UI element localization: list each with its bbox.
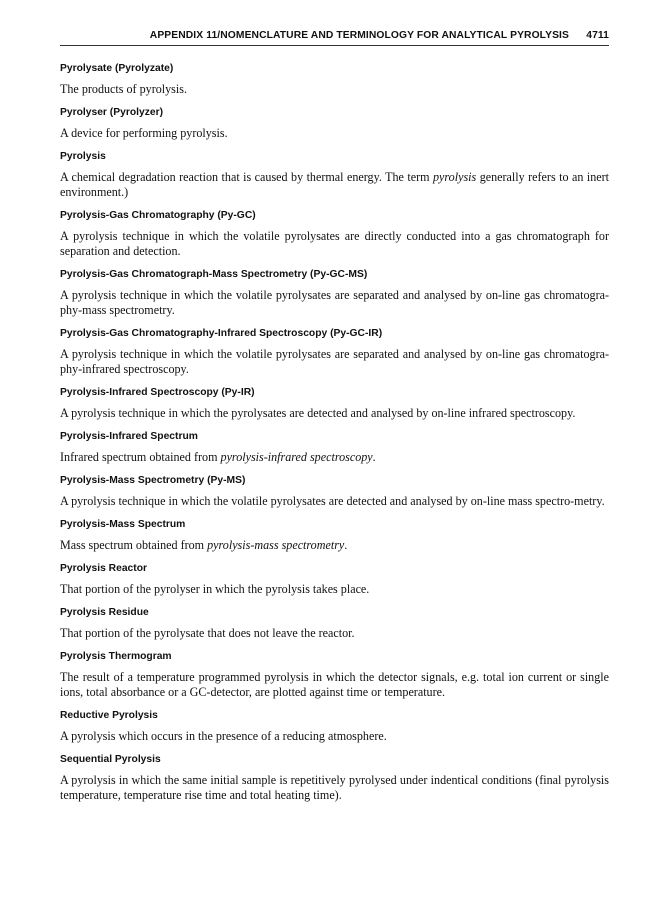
entry-definition: A device for performing pyrolysis. <box>60 126 228 140</box>
entry-definition: The result of a temperature programmed pyrolysis in which the detector signals, e.g. total ion current or single ions, total absorbance or a GC-detector, are plotted against time or temperature. <box>60 670 609 699</box>
definition-text: generally refers to an inert environment.) <box>60 170 610 199</box>
glossary-entry <box>60 268 609 318</box>
header-rule <box>60 45 609 46</box>
entry-definition <box>60 450 609 465</box>
entry-definition: A pyrolysis technique in which the volatile pyrolysates are directly conducted into a gas chromatograph for separation and detection. <box>60 229 609 258</box>
entry-term: Pyrolysis-Mass Spectrum <box>60 519 186 530</box>
glossary-entry <box>60 518 609 553</box>
glossary-entry <box>60 62 609 97</box>
definition-italic-term: pyrolysis <box>433 170 477 184</box>
glossary-entry <box>60 606 609 641</box>
entry-term: Reductive Pyrolysis <box>60 710 158 721</box>
glossary-entry <box>60 430 609 465</box>
definition-text: Infrared spectrum obtained from <box>60 450 221 464</box>
definition-text: . <box>344 538 348 552</box>
entry-term: Pyrolysis-Mass Spectrometry (Py-MS) <box>60 475 246 486</box>
entry-definition <box>60 538 609 553</box>
entry-definition: That portion of the pyrolysate that does not leave the reactor. <box>60 626 355 640</box>
entry-definition <box>60 170 609 200</box>
glossary-entry <box>60 209 609 259</box>
entry-definition: A pyrolysis technique in which the volatile pyrolysates are separated and analysed by on-line gas chromatogra-phy-mass spectrometry. <box>60 288 609 317</box>
entry-term: Pyrolyser (Pyrolyzer) <box>60 107 164 118</box>
page-number: 4711 <box>586 30 609 41</box>
glossary-entry <box>60 562 609 597</box>
definition-text: . <box>372 450 376 464</box>
entry-term: Pyrolysis <box>60 151 106 162</box>
entry-definition: A pyrolysis technique in which the volatile pyrolysates are separated and analysed by on-line gas chromatogra-phy-infrared spectroscopy. <box>60 347 609 376</box>
glossary-entries <box>60 62 609 812</box>
entry-term: Pyrolysis-Gas Chromatography (Py-GC) <box>60 210 256 221</box>
definition-italic-term: pyrolysis-mass spectrometry <box>207 538 345 552</box>
entry-term: Pyrolysis Thermogram <box>60 651 172 662</box>
glossary-entry <box>60 474 609 509</box>
entry-term: Pyrolysis-Infrared Spectrum <box>60 431 198 442</box>
entry-term: Pyrolysis Reactor <box>60 563 147 574</box>
definition-text: A chemical degradation reaction that is caused by thermal energy. The term <box>60 170 433 184</box>
entry-definition: A pyrolysis technique in which the pyrolysates are detected and analysed by on-line infrared spectroscopy. <box>60 406 576 420</box>
glossary-entry <box>60 650 609 700</box>
entry-definition: A pyrolysis which occurs in the presence of a reducing atmosphere. <box>60 729 387 743</box>
entry-definition: A pyrolysis technique in which the volatile pyrolysates are detected and analysed by on-line mass spectro-metry. <box>60 494 605 508</box>
running-header <box>60 30 609 44</box>
definition-text: Mass spectrum obtained from <box>60 538 208 552</box>
entry-term: Pyrolysis-Gas Chromatograph-Mass Spectrometry (Py-GC-MS) <box>60 269 368 280</box>
entry-definition: That portion of the pyrolyser in which the pyrolysis takes place. <box>60 582 370 596</box>
glossary-entry <box>60 327 609 377</box>
glossary-entry <box>60 150 609 200</box>
entry-term: Pyrolysate (Pyrolyzate) <box>60 63 174 74</box>
glossary-entry <box>60 106 609 141</box>
entry-definition: The products of pyrolysis. <box>60 82 187 96</box>
glossary-entry <box>60 753 609 803</box>
header-title: APPENDIX 11/NOMENCLATURE AND TERMINOLOGY FOR ANALYTICAL PYROLYSIS <box>149 30 569 41</box>
entry-definition: A pyrolysis in which the same initial sample is repetitively pyrolysed under indentical conditions (final pyrolysis temperature, temperature rise time and total heating time). <box>60 773 609 802</box>
glossary-entry <box>60 709 609 744</box>
entry-term: Pyrolysis Residue <box>60 607 149 618</box>
glossary-entry <box>60 386 609 421</box>
entry-term: Pyrolysis-Infrared Spectroscopy (Py-IR) <box>60 387 255 398</box>
entry-term: Pyrolysis-Gas Chromatography-Infrared Spectroscopy (Py-GC-IR) <box>60 328 383 339</box>
definition-italic-term: pyrolysis-infrared spectroscopy <box>220 450 373 464</box>
entry-term: Sequential Pyrolysis <box>60 754 161 765</box>
